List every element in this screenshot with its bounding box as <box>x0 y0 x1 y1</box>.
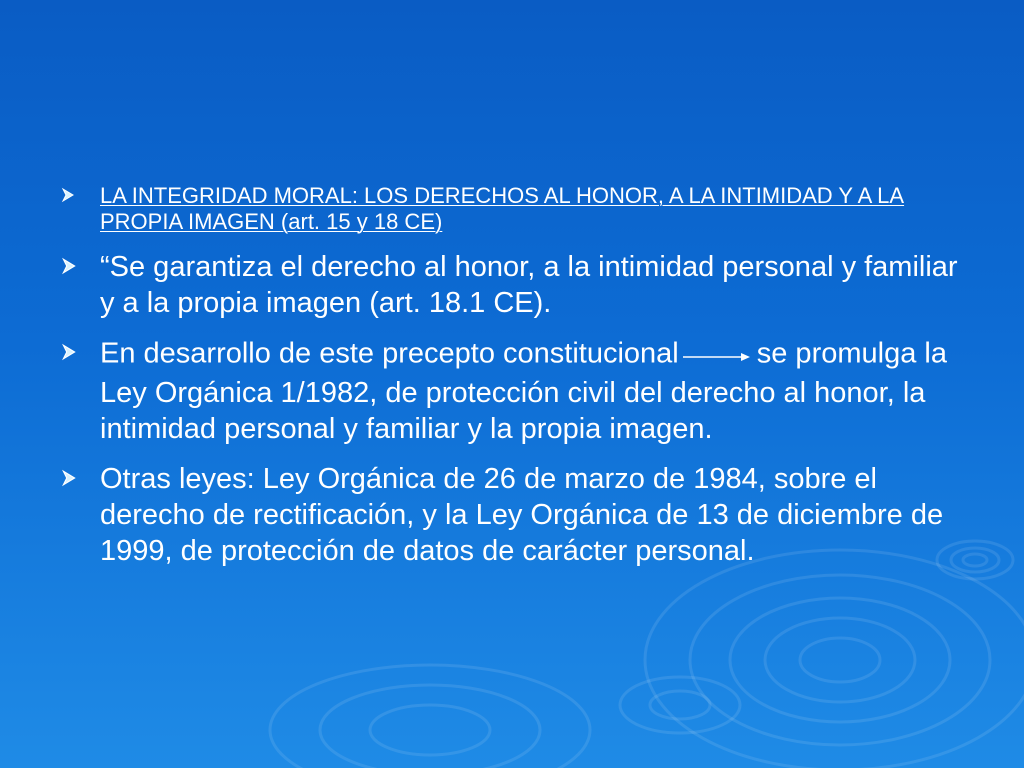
chevron-right-icon <box>60 343 100 361</box>
bullet-text: Otras leyes: Ley Orgánica de 26 de marzo de 1984, sobre el derecho de rectificación, y la Ley Orgánica de 13 de diciembre de 1999, de protección de datos de carácter personal. <box>100 463 944 567</box>
bullet-item-quote <box>60 249 970 321</box>
bullet-item-heading <box>60 183 970 235</box>
bullet-text: “Se garantiza el derecho al honor, a la intimidad personal y familiar y a la propia imagen (art. 18.1 CE). <box>100 251 958 319</box>
chevron-right-icon <box>60 187 100 203</box>
chevron-right-icon <box>60 469 100 487</box>
bullet-text: LA INTEGRIDAD MORAL: LOS DERECHOS AL HONOR, A LA INTIMIDAD Y A LA PROPIA IMAGEN (art. 15 y 18 CE) <box>100 183 905 234</box>
arrow-right-icon <box>683 335 751 371</box>
chevron-right-icon <box>60 257 100 275</box>
bullet-item-other-laws <box>60 461 970 569</box>
slide-content <box>60 183 970 569</box>
bullet-text-after: se promulga la Ley Orgánica 1/1982, de protección civil del derecho al honor, la intimidad personal y familiar y la propia imagen. <box>100 337 947 445</box>
bullet-text <box>100 335 970 447</box>
bullet-item-development <box>60 335 970 447</box>
bullet-text-before: En desarrollo de este precepto constitucional <box>100 337 679 370</box>
